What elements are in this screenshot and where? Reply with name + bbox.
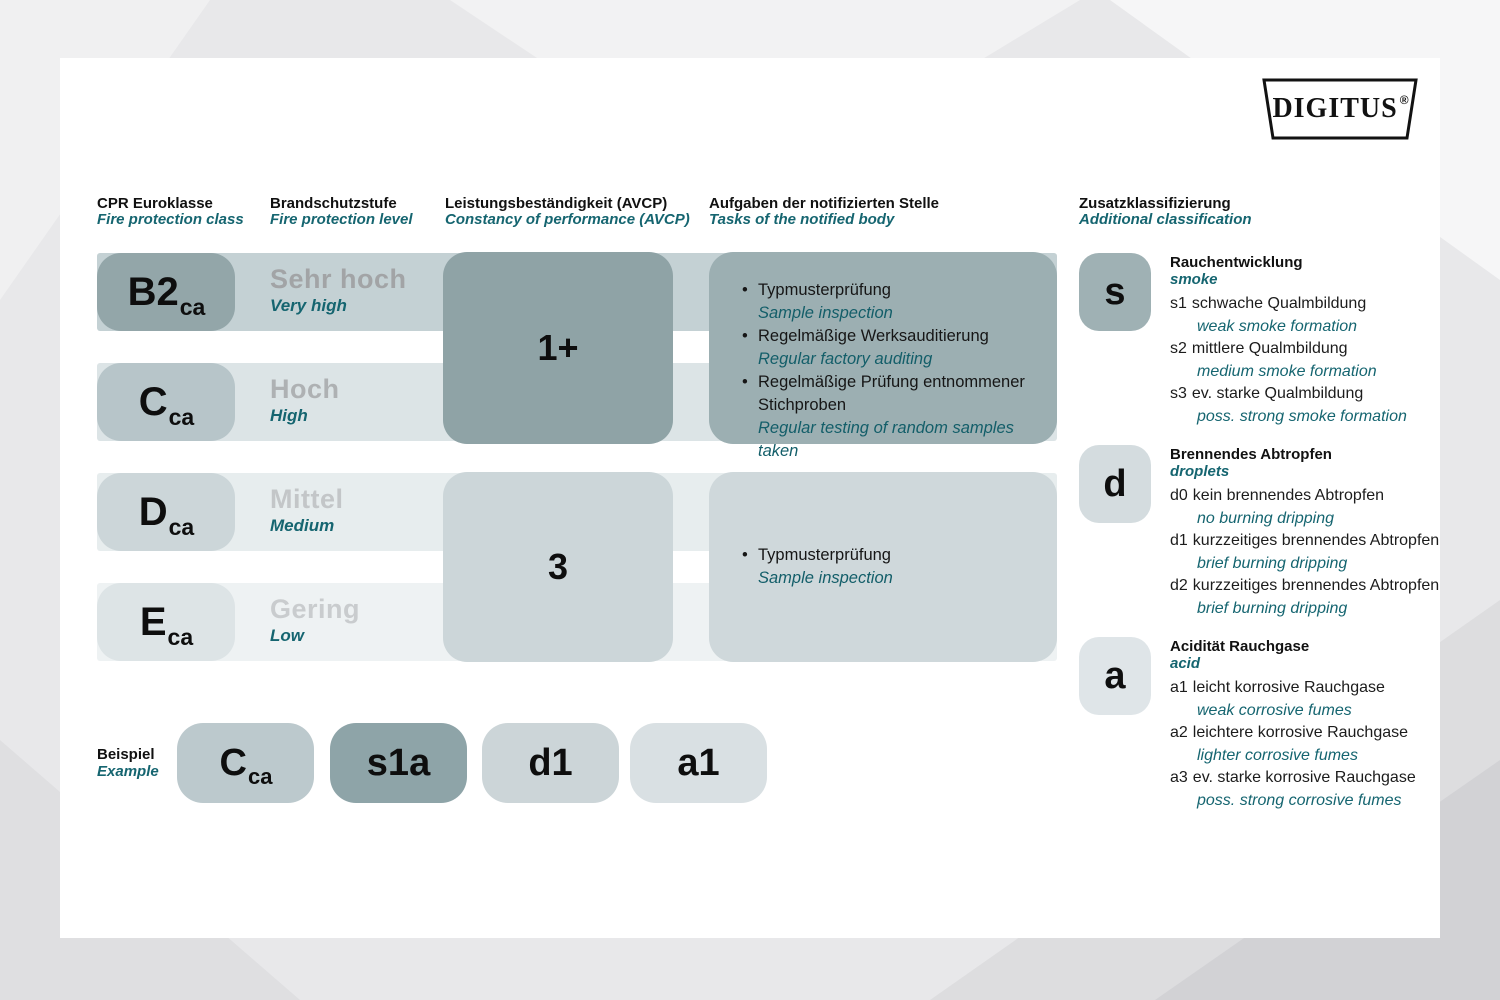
protection-level-low xyxy=(270,595,360,646)
protection-level-medium xyxy=(270,485,344,536)
section-title-en: acid xyxy=(1170,655,1201,672)
acid-section xyxy=(1170,638,1445,812)
class-badge-dca xyxy=(97,473,235,551)
logo-wordmark xyxy=(1262,78,1418,140)
task-en: Sample inspection xyxy=(758,569,893,587)
task-en: Regular testing of random samples taken xyxy=(758,419,1014,460)
classification-item-en: lighter corrosive fumes xyxy=(1197,746,1358,764)
header-de: Zusatzklassifizierung xyxy=(1079,195,1231,212)
header-en: Fire protection class xyxy=(97,211,244,228)
brand-name: DIGITUS xyxy=(1272,93,1398,124)
droplets-badge xyxy=(1079,445,1151,523)
section-title-de: Rauchentwicklung xyxy=(1170,254,1303,271)
protection-level-very-high xyxy=(270,265,407,316)
classification-item: d0 kein brennendes Abtropfen xyxy=(1170,487,1385,504)
class-label: $D_{ca}$ xyxy=(138,489,195,540)
tasks-block-lower xyxy=(709,472,1057,662)
registered-mark: ® xyxy=(1399,93,1410,107)
classification-item-en: poss. strong corrosive fumes xyxy=(1197,791,1402,809)
classification-item-en: weak smoke formation xyxy=(1197,317,1358,335)
smoke-badge xyxy=(1079,253,1151,331)
avcp-label: 1+ xyxy=(537,327,579,368)
classification-item: s1 schwache Qualmbildung xyxy=(1170,295,1367,312)
classification-item-en: weak corrosive fumes xyxy=(1197,701,1352,719)
avcp-block-1plus xyxy=(443,252,673,444)
smoke-section xyxy=(1170,254,1445,428)
task-de: • Typmusterprüfung xyxy=(741,544,1043,567)
classification-item: s2 mittlere Qualmbildung xyxy=(1170,340,1348,357)
header-de: Aufgaben der notifizierten Stelle xyxy=(709,195,940,212)
class-badge-eca xyxy=(97,583,235,661)
classification-item-en: brief burning dripping xyxy=(1197,554,1348,572)
classification-item-en: medium smoke formation xyxy=(1197,362,1377,380)
classification-item-en: poss. strong smoke formation xyxy=(1197,407,1407,425)
task-en: Sample inspection xyxy=(758,304,893,322)
level-de: Gering xyxy=(270,594,361,624)
task-en: Regular factory auditing xyxy=(758,350,933,368)
column-header-avcp xyxy=(445,196,690,228)
task-de: • Typmusterprüfung xyxy=(741,279,1043,302)
classification-item: a1 leicht korrosive Rauchgase xyxy=(1170,679,1385,696)
classification-item-en: no burning dripping xyxy=(1197,509,1334,527)
level-de: Hoch xyxy=(270,374,340,404)
header-de: Brandschutzstufe xyxy=(270,195,397,212)
avcp-block-3 xyxy=(443,472,673,662)
example-badge-label: a1 xyxy=(677,741,720,784)
class-label: $C_{ca}$ xyxy=(138,379,195,430)
example-badge-s1a xyxy=(330,723,467,803)
example-label xyxy=(97,746,159,780)
level-de: Sehr hoch xyxy=(270,264,407,294)
column-header-notified-body xyxy=(709,196,939,228)
example-badge-label: $C_{ca}$ xyxy=(219,741,273,789)
level-en: Very high xyxy=(270,296,347,315)
section-title-en: droplets xyxy=(1170,463,1230,480)
header-en: Tasks of the notified body xyxy=(709,211,895,228)
section-title-de: Brennendes Abtropfen xyxy=(1170,446,1332,463)
column-header-additional xyxy=(1079,196,1252,228)
task-de: • Regelmäßige Werksauditierung xyxy=(741,325,1043,348)
level-en: Medium xyxy=(270,516,335,535)
class-badge-cca xyxy=(97,363,235,441)
column-header-protection-level xyxy=(270,196,413,228)
header-de: Leistungsbeständigkeit (AVCP) xyxy=(445,195,668,212)
badge-letter: a xyxy=(1104,654,1126,697)
tasks-block-upper xyxy=(709,252,1057,460)
content-card xyxy=(60,58,1440,938)
class-label: $E_{ca}$ xyxy=(139,599,194,650)
classification-item: d2 kurzzeitiges brennendes Abtropfen xyxy=(1170,577,1440,594)
level-en: High xyxy=(270,406,308,425)
level-de: Mittel xyxy=(270,484,344,514)
header-en: Fire protection level xyxy=(270,211,413,228)
droplets-section xyxy=(1170,446,1445,620)
avcp-label: 3 xyxy=(547,546,569,587)
classification-item-en: brief burning dripping xyxy=(1197,599,1348,617)
class-badge-b2ca xyxy=(97,253,235,331)
header-en: Constancy of performance (AVCP) xyxy=(445,211,690,228)
example-badge-cca xyxy=(177,723,314,803)
digitus-logo xyxy=(1262,78,1418,140)
classification-item: a3 ev. starke korrosive Rauchgase xyxy=(1170,769,1416,786)
task-de: • Regelmäßige Prüfung entnommener Stichproben xyxy=(741,371,1043,417)
class-label: $B2_{ca}$ xyxy=(127,269,206,320)
protection-level-high xyxy=(270,375,340,426)
example-badge-label: d1 xyxy=(528,741,573,784)
header-en: Additional classification xyxy=(1079,211,1252,228)
acid-badge xyxy=(1079,637,1151,715)
example-label-en: Example xyxy=(97,763,159,780)
section-title-de: Acidität Rauchgase xyxy=(1170,638,1310,655)
level-en: Low xyxy=(270,626,304,645)
header-de: CPR Euroklasse xyxy=(97,195,213,212)
section-title-en: smoke xyxy=(1170,271,1218,288)
badge-letter: d xyxy=(1103,462,1127,505)
example-label-de: Beispiel xyxy=(97,746,155,763)
column-header-euroclass xyxy=(97,196,244,228)
classification-item: d1 kurzzeitiges brennendes Abtropfen xyxy=(1170,532,1440,549)
badge-letter: s xyxy=(1104,270,1126,313)
example-badge-a1 xyxy=(630,723,767,803)
classification-item: a2 leichtere korrosive Rauchgase xyxy=(1170,724,1409,741)
classification-item: s3 ev. starke Qualmbildung xyxy=(1170,385,1364,402)
example-badge-d1 xyxy=(482,723,619,803)
example-badge-label: s1a xyxy=(366,741,431,784)
